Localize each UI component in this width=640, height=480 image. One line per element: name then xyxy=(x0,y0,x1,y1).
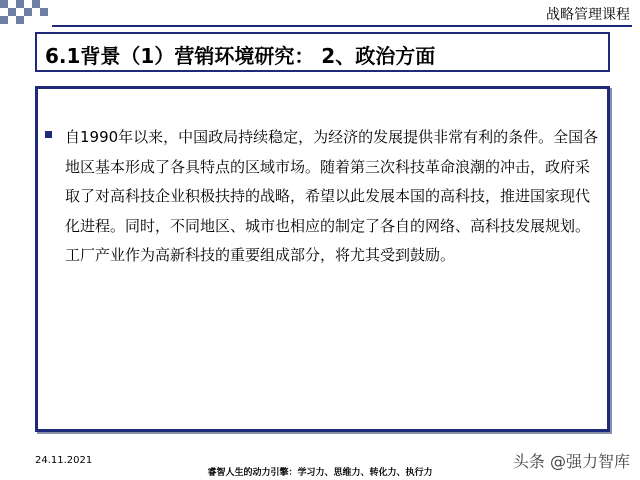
content-frame xyxy=(35,86,610,432)
course-title: 战略管理课程 xyxy=(546,7,630,23)
slide-title: 6.1背景（1）营销环境研究： 2、政治方面 xyxy=(45,44,436,68)
bullet-square-icon xyxy=(45,131,52,138)
footer-date: 24.11.2021 xyxy=(35,455,93,466)
watermark: 头条 @强力智库 xyxy=(512,452,630,471)
footer-slogan: 睿智人生的动力引擎：学习力、思维力、转化力、执行力 xyxy=(207,468,433,478)
slide-title-frame xyxy=(35,32,610,72)
corner-checker-decoration xyxy=(0,0,48,30)
bullet-text: 自1990年以来，中国政局持续稳定，为经济的发展提供非常有利的条件。全国各地区基本形成了各具特点的区域市场。随着第三次科技革命浪潮的冲击，政府采取了对高科技企业积极扶持的战略，希望以此发展本国的高科技，推进国家现代化进程。同时，不同地区、城市也相应的制定了各自的网络、高科技发展规划。工厂产业作为高新科技的重要组成部分，将尤其受到鼓励。 xyxy=(65,128,599,265)
header-divider xyxy=(52,25,632,27)
